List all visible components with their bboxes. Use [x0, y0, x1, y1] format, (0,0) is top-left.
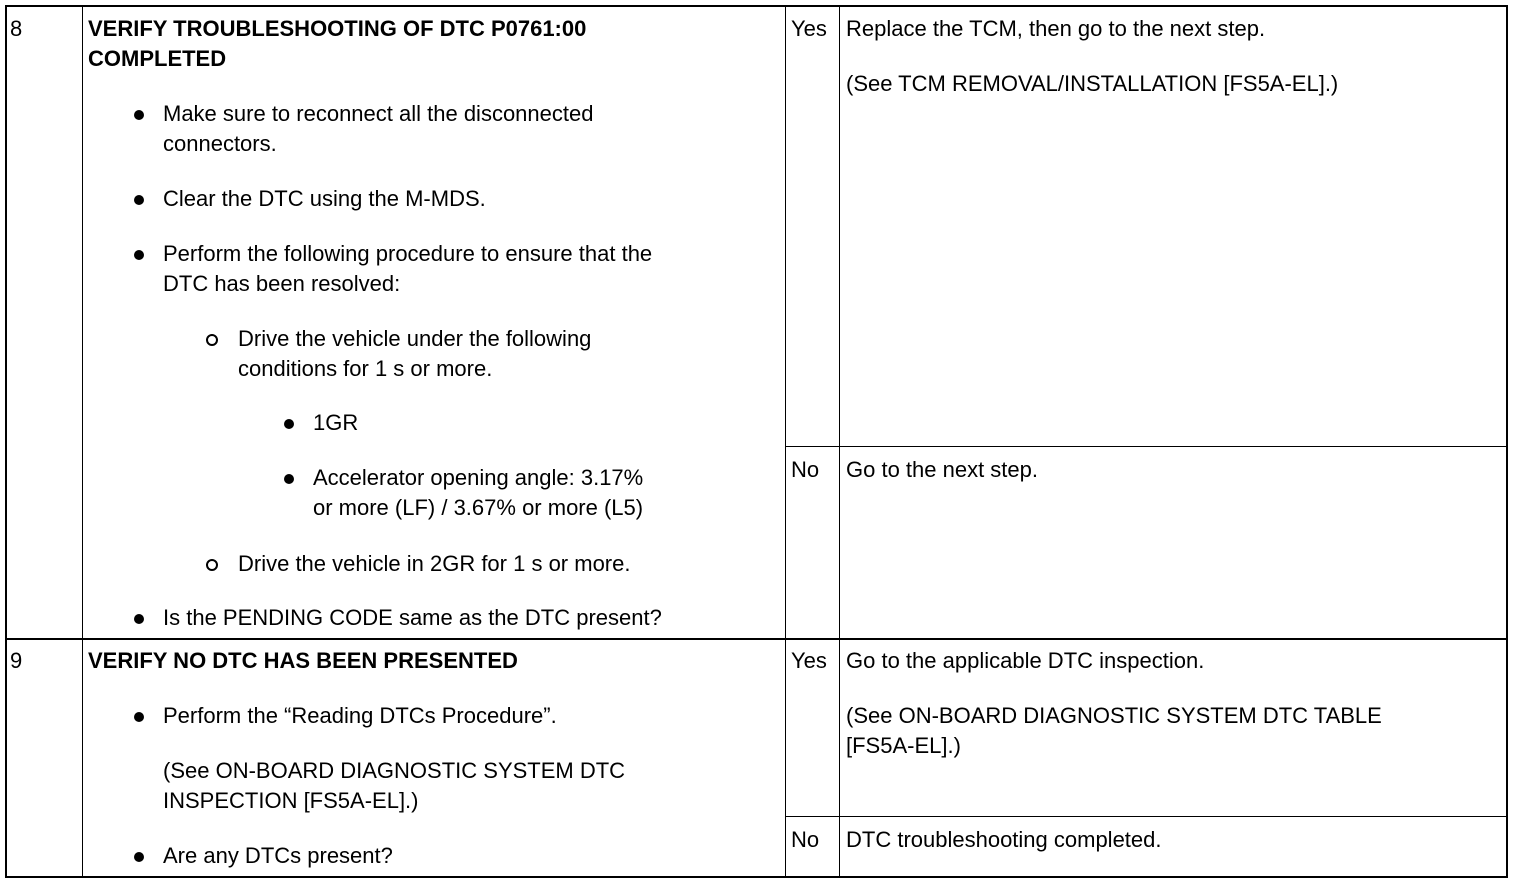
bullet-icon [134, 614, 144, 624]
yes-action: Go to the applicable DTC inspection. [846, 648, 1205, 673]
yes-label: Yes [791, 16, 827, 41]
yes-reference: (See TCM REMOVAL/INSTALLATION [FS5A-EL].) [846, 71, 1339, 96]
instruction-text: Clear the DTC using the M-MDS. [163, 186, 486, 211]
column-divider-result [839, 6, 840, 877]
row9-yes-no-divider [785, 816, 1507, 817]
instruction-text: Perform the “Reading DTCs Procedure”. [163, 703, 557, 728]
column-divider-action [785, 6, 786, 877]
bullet-icon [134, 712, 144, 722]
instruction-text: Drive the vehicle in 2GR for 1 s or more. [238, 551, 631, 576]
no-label: No [791, 827, 820, 852]
instruction-reference: (See ON-BOARD DIAGNOSTIC SYSTEM DTC [163, 758, 626, 783]
yes-action: Replace the TCM, then go to the next step. [846, 16, 1266, 41]
step-number: 9 [10, 648, 23, 673]
instruction-text: Accelerator opening angle: 3.17% [313, 465, 644, 490]
bullet-icon [134, 250, 144, 260]
instruction-text: Make sure to reconnect all the disconnected [163, 101, 594, 126]
instruction-text: or more (LF) / 3.67% or more (L5) [313, 495, 644, 520]
sub-bullet-icon [206, 334, 218, 346]
row-divider [6, 638, 1507, 640]
bullet-icon [284, 419, 294, 429]
step-title-continued: COMPLETED [88, 46, 227, 71]
instruction-text: Is the PENDING CODE same as the DTC present? [163, 605, 662, 630]
instruction-text: conditions for 1 s or more. [238, 356, 493, 381]
bullet-icon [134, 195, 144, 205]
yes-reference: [FS5A-EL].) [846, 733, 961, 758]
no-action: Go to the next step. [846, 457, 1039, 482]
bullet-icon [134, 852, 144, 862]
sub-bullet-icon [206, 559, 218, 571]
instruction-text: 1GR [313, 410, 359, 435]
yes-label: Yes [791, 648, 827, 673]
no-label: No [791, 457, 820, 482]
bullet-icon [134, 110, 144, 120]
step-title: VERIFY TROUBLESHOOTING OF DTC P0761:00 [88, 16, 587, 41]
instruction-reference: INSPECTION [FS5A-EL].) [163, 788, 419, 813]
instruction-text: Drive the vehicle under the following [238, 326, 592, 351]
yes-reference: (See ON-BOARD DIAGNOSTIC SYSTEM DTC TABLE [846, 703, 1382, 728]
row8-yes-no-divider [785, 446, 1507, 447]
step-title: VERIFY NO DTC HAS BEEN PRESENTED [88, 648, 518, 673]
instruction-text: DTC has been resolved: [163, 271, 401, 296]
step-number: 8 [10, 16, 23, 41]
instruction-text: connectors. [163, 131, 277, 156]
bullet-icon [284, 474, 294, 484]
instruction-text: Are any DTCs present? [163, 843, 393, 868]
column-divider-step [82, 6, 83, 877]
no-action: DTC troubleshooting completed. [846, 827, 1162, 852]
instruction-text: Perform the following procedure to ensure that the [163, 241, 653, 266]
